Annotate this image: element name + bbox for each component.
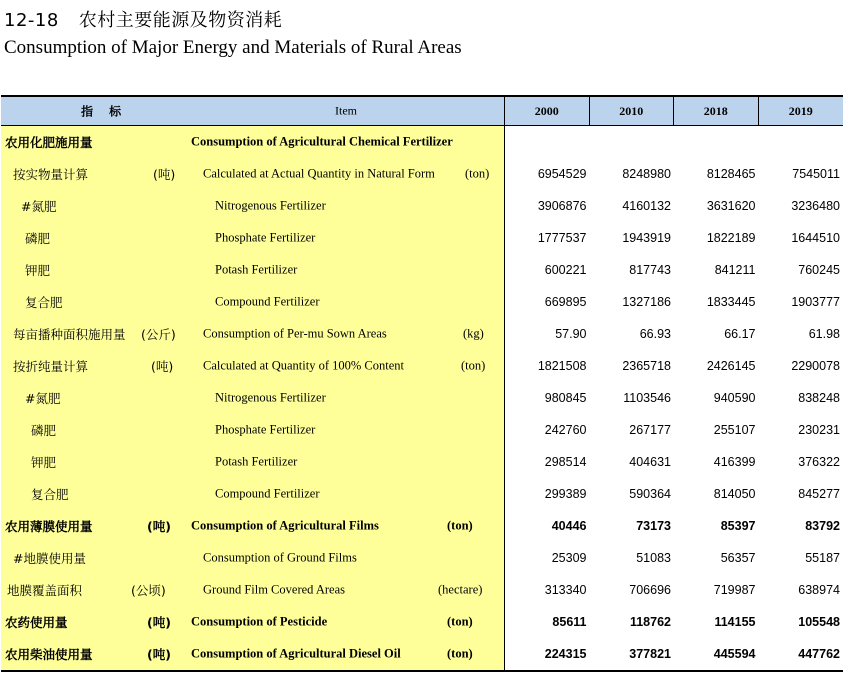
table-row <box>1 126 843 158</box>
row-unit-en: (ton) <box>461 358 486 373</box>
row-unit-zh: (吨) <box>147 519 171 534</box>
value-2018: 255107 <box>713 423 756 437</box>
value-2019: 230231 <box>798 423 840 437</box>
value-2000: 242760 <box>544 423 587 437</box>
value-2018: 940590 <box>713 391 756 405</box>
value-2019: 55187 <box>805 551 840 565</box>
row-label-cell <box>1 574 505 606</box>
row-label-zh: 农用柴油使用量 <box>5 647 93 662</box>
value-2018 <box>674 126 759 158</box>
value-2018: 114155 <box>714 615 756 629</box>
value-2000: 299389 <box>544 487 587 501</box>
row-label-en: Consumption of Agricultural Chemical Fertilizer <box>191 134 453 149</box>
row-label-en: Ground Film Covered Areas <box>203 582 345 597</box>
value-2019: 83792 <box>805 519 840 533</box>
value-2018: 2426145 <box>706 359 756 373</box>
header-year-2010: 2010 <box>590 97 675 125</box>
table-number: 12-18 <box>4 10 59 31</box>
row-label-cell <box>1 126 505 158</box>
row-unit-en: (ton) <box>465 166 490 181</box>
row-label-en: Consumption of Pesticide <box>191 614 328 629</box>
row-label-en: Nitrogenous Fertilizer <box>215 390 326 405</box>
row-label-zh: 磷肥 <box>31 423 57 438</box>
value-2018: 56357 <box>720 551 756 565</box>
row-label-cell <box>1 638 505 670</box>
row-label-zh: 钾肥 <box>25 263 51 278</box>
value-2000: 600221 <box>544 263 587 277</box>
row-label-cell <box>1 318 505 350</box>
row-unit-zh: (吨) <box>147 615 171 630</box>
value-2000: 57.90 <box>555 327 587 341</box>
value-2018: 445594 <box>713 647 756 661</box>
table-header-row <box>1 97 843 126</box>
table-body <box>1 126 843 670</box>
table-row <box>1 318 843 350</box>
value-2010: 2365718 <box>622 359 671 373</box>
row-label-zh: #地膜使用量 <box>13 551 86 566</box>
value-2000: 224315 <box>544 647 587 661</box>
table-title-zh: 农村主要能源及物资消耗 <box>78 10 283 31</box>
table-row <box>1 254 843 286</box>
value-2010: 51083 <box>636 551 671 565</box>
row-label-cell <box>1 158 505 190</box>
value-2010: 4160132 <box>622 199 671 213</box>
value-2010: 1943919 <box>622 231 671 245</box>
value-2018: 8128465 <box>706 167 756 181</box>
row-label-cell <box>1 446 505 478</box>
row-unit-en: (kg) <box>463 326 484 341</box>
row-label-cell <box>1 190 505 222</box>
row-label-en: Consumption of Per-mu Sown Areas <box>203 326 387 341</box>
row-label-en: Calculated at Actual Quantity in Natural Form <box>203 166 435 181</box>
value-2000: 6954529 <box>537 167 587 181</box>
row-label-zh: 磷肥 <box>25 231 51 246</box>
row-label-cell <box>1 606 505 638</box>
page-title-zh <box>4 6 282 32</box>
value-2019: 447762 <box>798 647 840 661</box>
data-table <box>1 95 843 672</box>
value-2010: 8248980 <box>622 167 671 181</box>
row-unit-zh: (吨) <box>151 359 174 374</box>
value-2000: 298514 <box>544 455 587 469</box>
value-2010: 590364 <box>629 487 671 501</box>
table-row <box>1 350 843 382</box>
value-2000: 1777537 <box>537 231 587 245</box>
table-row <box>1 286 843 318</box>
value-2010: 377821 <box>629 647 671 661</box>
row-label-en: Consumption of Agricultural Diesel Oil <box>191 646 401 661</box>
row-unit-en: (ton) <box>447 614 473 629</box>
row-label-zh: 每亩播种面积施用量 <box>13 327 126 342</box>
table-row <box>1 638 843 670</box>
row-label-en: Phosphate Fertilizer <box>215 422 316 437</box>
header-year-2018: 2018 <box>674 97 759 125</box>
row-label-zh: 地膜覆盖面积 <box>7 583 83 598</box>
value-2018: 66.17 <box>724 327 756 341</box>
table-row <box>1 574 843 606</box>
value-2000: 40446 <box>551 519 587 533</box>
row-unit-en: (hectare) <box>438 582 483 597</box>
table-row <box>1 478 843 510</box>
row-label-zh: 钾肥 <box>31 455 57 470</box>
value-2019: 1644510 <box>791 231 840 245</box>
value-2018: 416399 <box>713 455 756 469</box>
value-2019: 105548 <box>798 615 840 629</box>
value-2019: 845277 <box>798 487 840 501</box>
table-row <box>1 510 843 542</box>
value-2019: 3236480 <box>791 199 840 213</box>
row-label-zh: 按折纯量计算 <box>13 359 89 374</box>
value-2018: 3631620 <box>706 199 756 213</box>
row-label-en: Potash Fertilizer <box>215 454 298 469</box>
value-2018: 1833445 <box>706 295 756 309</box>
table-row <box>1 158 843 190</box>
table-row <box>1 606 843 638</box>
table-row <box>1 382 843 414</box>
row-label-cell <box>1 510 505 542</box>
row-label-cell <box>1 542 505 574</box>
row-label-en: Consumption of Ground Films <box>203 550 357 565</box>
value-2010: 1103546 <box>623 391 671 405</box>
value-2010: 118762 <box>629 615 671 629</box>
row-label-zh: 复合肥 <box>25 295 63 310</box>
row-label-zh: 农药使用量 <box>5 615 68 630</box>
row-label-cell <box>1 382 505 414</box>
value-2018: 841211 <box>714 263 756 277</box>
value-2019 <box>759 126 844 158</box>
value-2019: 1903777 <box>791 295 840 309</box>
value-2019: 760245 <box>798 263 840 277</box>
table-title-en: Consumption of Major Energy and Materials of Rural Areas <box>4 37 462 58</box>
value-2019: 2290078 <box>791 359 840 373</box>
value-2000: 25309 <box>551 551 587 565</box>
row-label-zh: #氮肥 <box>21 199 57 214</box>
header-indicator: 指 标 <box>81 104 128 119</box>
value-2019: 7545011 <box>792 167 840 181</box>
header-left-cell <box>1 97 505 125</box>
row-label-zh: #氮肥 <box>25 391 61 406</box>
row-label-en: Consumption of Agricultural Films <box>191 518 379 533</box>
value-2000: 980845 <box>544 391 587 405</box>
value-2010: 817743 <box>629 263 671 277</box>
value-2000: 313340 <box>544 583 587 597</box>
header-item: Item <box>335 103 357 118</box>
value-2018: 814050 <box>713 487 756 501</box>
row-unit-en: (ton) <box>447 518 473 533</box>
row-unit-zh: (吨) <box>153 167 176 182</box>
row-label-cell <box>1 350 505 382</box>
value-2000 <box>505 126 590 158</box>
table-row <box>1 414 843 446</box>
row-label-cell <box>1 222 505 254</box>
row-unit-zh: (吨) <box>147 647 171 662</box>
value-2010: 1327186 <box>622 295 671 309</box>
row-label-en: Calculated at Quantity of 100% Content <box>203 358 404 373</box>
row-unit-zh: (公斤) <box>141 327 176 342</box>
header-year-2019: 2019 <box>788 103 813 118</box>
row-label-en: Potash Fertilizer <box>215 262 298 277</box>
row-unit-en: (ton) <box>447 646 473 661</box>
row-label-en: Nitrogenous Fertilizer <box>215 198 326 213</box>
row-label-zh: 农用薄膜使用量 <box>5 519 93 534</box>
value-2000: 1821508 <box>537 359 587 373</box>
row-label-en: Compound Fertilizer <box>215 294 320 309</box>
header-year-2000: 2000 <box>505 97 590 125</box>
value-2000: 669895 <box>544 295 587 309</box>
table-row <box>1 446 843 478</box>
row-label-cell <box>1 254 505 286</box>
table-row <box>1 222 843 254</box>
value-2019: 61.98 <box>808 327 840 341</box>
row-label-zh: 农用化肥施用量 <box>5 135 93 150</box>
row-label-cell <box>1 286 505 318</box>
table-row <box>1 190 843 222</box>
value-2000: 85611 <box>552 615 587 629</box>
value-2010: 66.93 <box>639 327 671 341</box>
row-unit-zh: (公顷) <box>131 583 166 598</box>
row-label-en: Phosphate Fertilizer <box>215 230 316 245</box>
value-2019: 638974 <box>798 583 840 597</box>
value-2019: 376322 <box>798 455 840 469</box>
value-2010 <box>590 126 675 158</box>
value-2010: 706696 <box>629 583 671 597</box>
row-label-zh: 复合肥 <box>31 487 69 502</box>
value-2000: 3906876 <box>537 199 587 213</box>
value-2019: 838248 <box>798 391 840 405</box>
value-2010: 73173 <box>636 519 671 533</box>
table-row <box>1 542 843 574</box>
value-2018: 719987 <box>713 583 756 597</box>
value-2010: 404631 <box>629 455 671 469</box>
row-label-cell <box>1 414 505 446</box>
value-2018: 85397 <box>720 519 756 533</box>
row-label-en: Compound Fertilizer <box>215 486 320 501</box>
row-label-cell <box>1 478 505 510</box>
value-2010: 267177 <box>629 423 671 437</box>
row-label-zh: 按实物量计算 <box>13 167 89 182</box>
value-2018: 1822189 <box>706 231 756 245</box>
